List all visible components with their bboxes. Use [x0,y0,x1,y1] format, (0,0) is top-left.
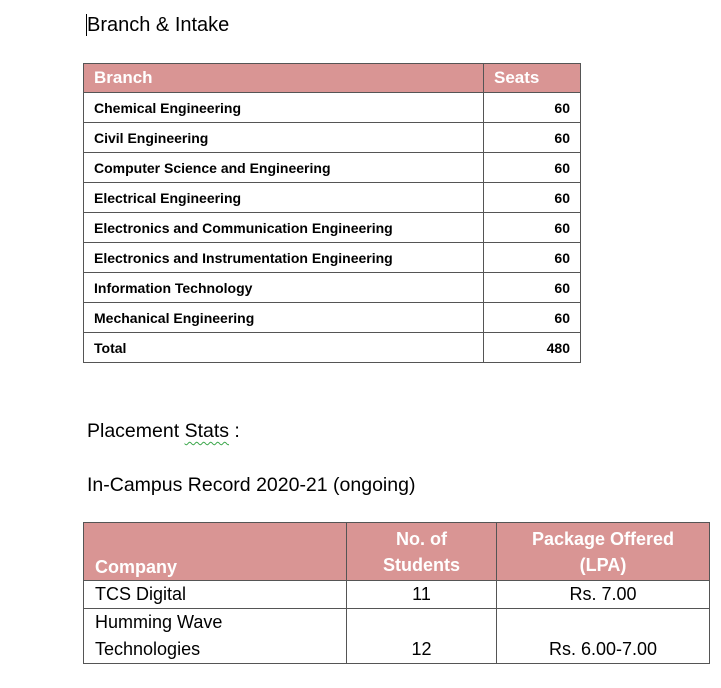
seats-cell: 60 [484,123,581,153]
package-header-line1: Package Offered [531,528,675,549]
seats-cell: 60 [484,303,581,333]
section-heading-in-campus-record: In-Campus Record 2020-21 (ongoing) [87,474,416,496]
company-name-line2: Technologies [95,639,201,659]
spellcheck-marked-word: Stats [184,420,229,442]
branch-intake-table [83,63,581,363]
table-row [84,153,581,183]
table-header-row [84,523,710,581]
table-row [84,581,710,609]
seats-cell: 60 [484,273,581,303]
branch-cell: Electronics and Instrumentation Engineering [84,243,484,273]
section-heading-branch-intake: Branch & Intake [87,14,230,36]
seats-cell: 60 [484,93,581,123]
table-row [84,243,581,273]
table-row [84,213,581,243]
package-cell: Rs. 7.00 [497,581,710,609]
seats-cell: 60 [484,153,581,183]
table-row [84,273,581,303]
table-row [84,93,581,123]
table-row [84,183,581,213]
placement-title-word: Placement [87,420,185,442]
branch-cell: Mechanical Engineering [84,303,484,333]
seats-cell: 60 [484,183,581,213]
branch-cell: Civil Engineering [84,123,484,153]
company-name-line1: Humming Wave [95,612,223,632]
placement-record-table [83,522,710,664]
column-header-package [497,523,710,581]
total-label: Total [84,333,484,363]
company-cell [84,609,347,664]
section-heading-placement-stats [87,420,240,443]
column-header-branch: Branch [84,64,484,93]
package-cell: Rs. 6.00-7.00 [497,609,710,664]
table-row [84,123,581,153]
students-header-line1: No. of [396,528,447,549]
company-cell: TCS Digital [84,581,347,609]
column-header-seats: Seats [484,64,581,93]
table-row [84,609,710,664]
table-row [84,303,581,333]
column-header-students [347,523,497,581]
branch-cell: Computer Science and Engineering [84,153,484,183]
total-row [84,333,581,363]
seats-cell: 60 [484,243,581,273]
branch-cell: Electrical Engineering [84,183,484,213]
branch-cell: Chemical Engineering [84,93,484,123]
placement-title-suffix: : [229,420,240,442]
package-header-line2: (LPA) [579,554,627,575]
column-header-company: Company [84,523,347,581]
total-seats: 480 [484,333,581,363]
students-cell: 11 [347,581,497,609]
branch-cell: Electronics and Communication Engineering [84,213,484,243]
branch-cell: Information Technology [84,273,484,303]
table-header-row [84,64,581,93]
students-header-line2: Students [382,554,460,575]
students-cell: 12 [347,609,497,664]
seats-cell: 60 [484,213,581,243]
